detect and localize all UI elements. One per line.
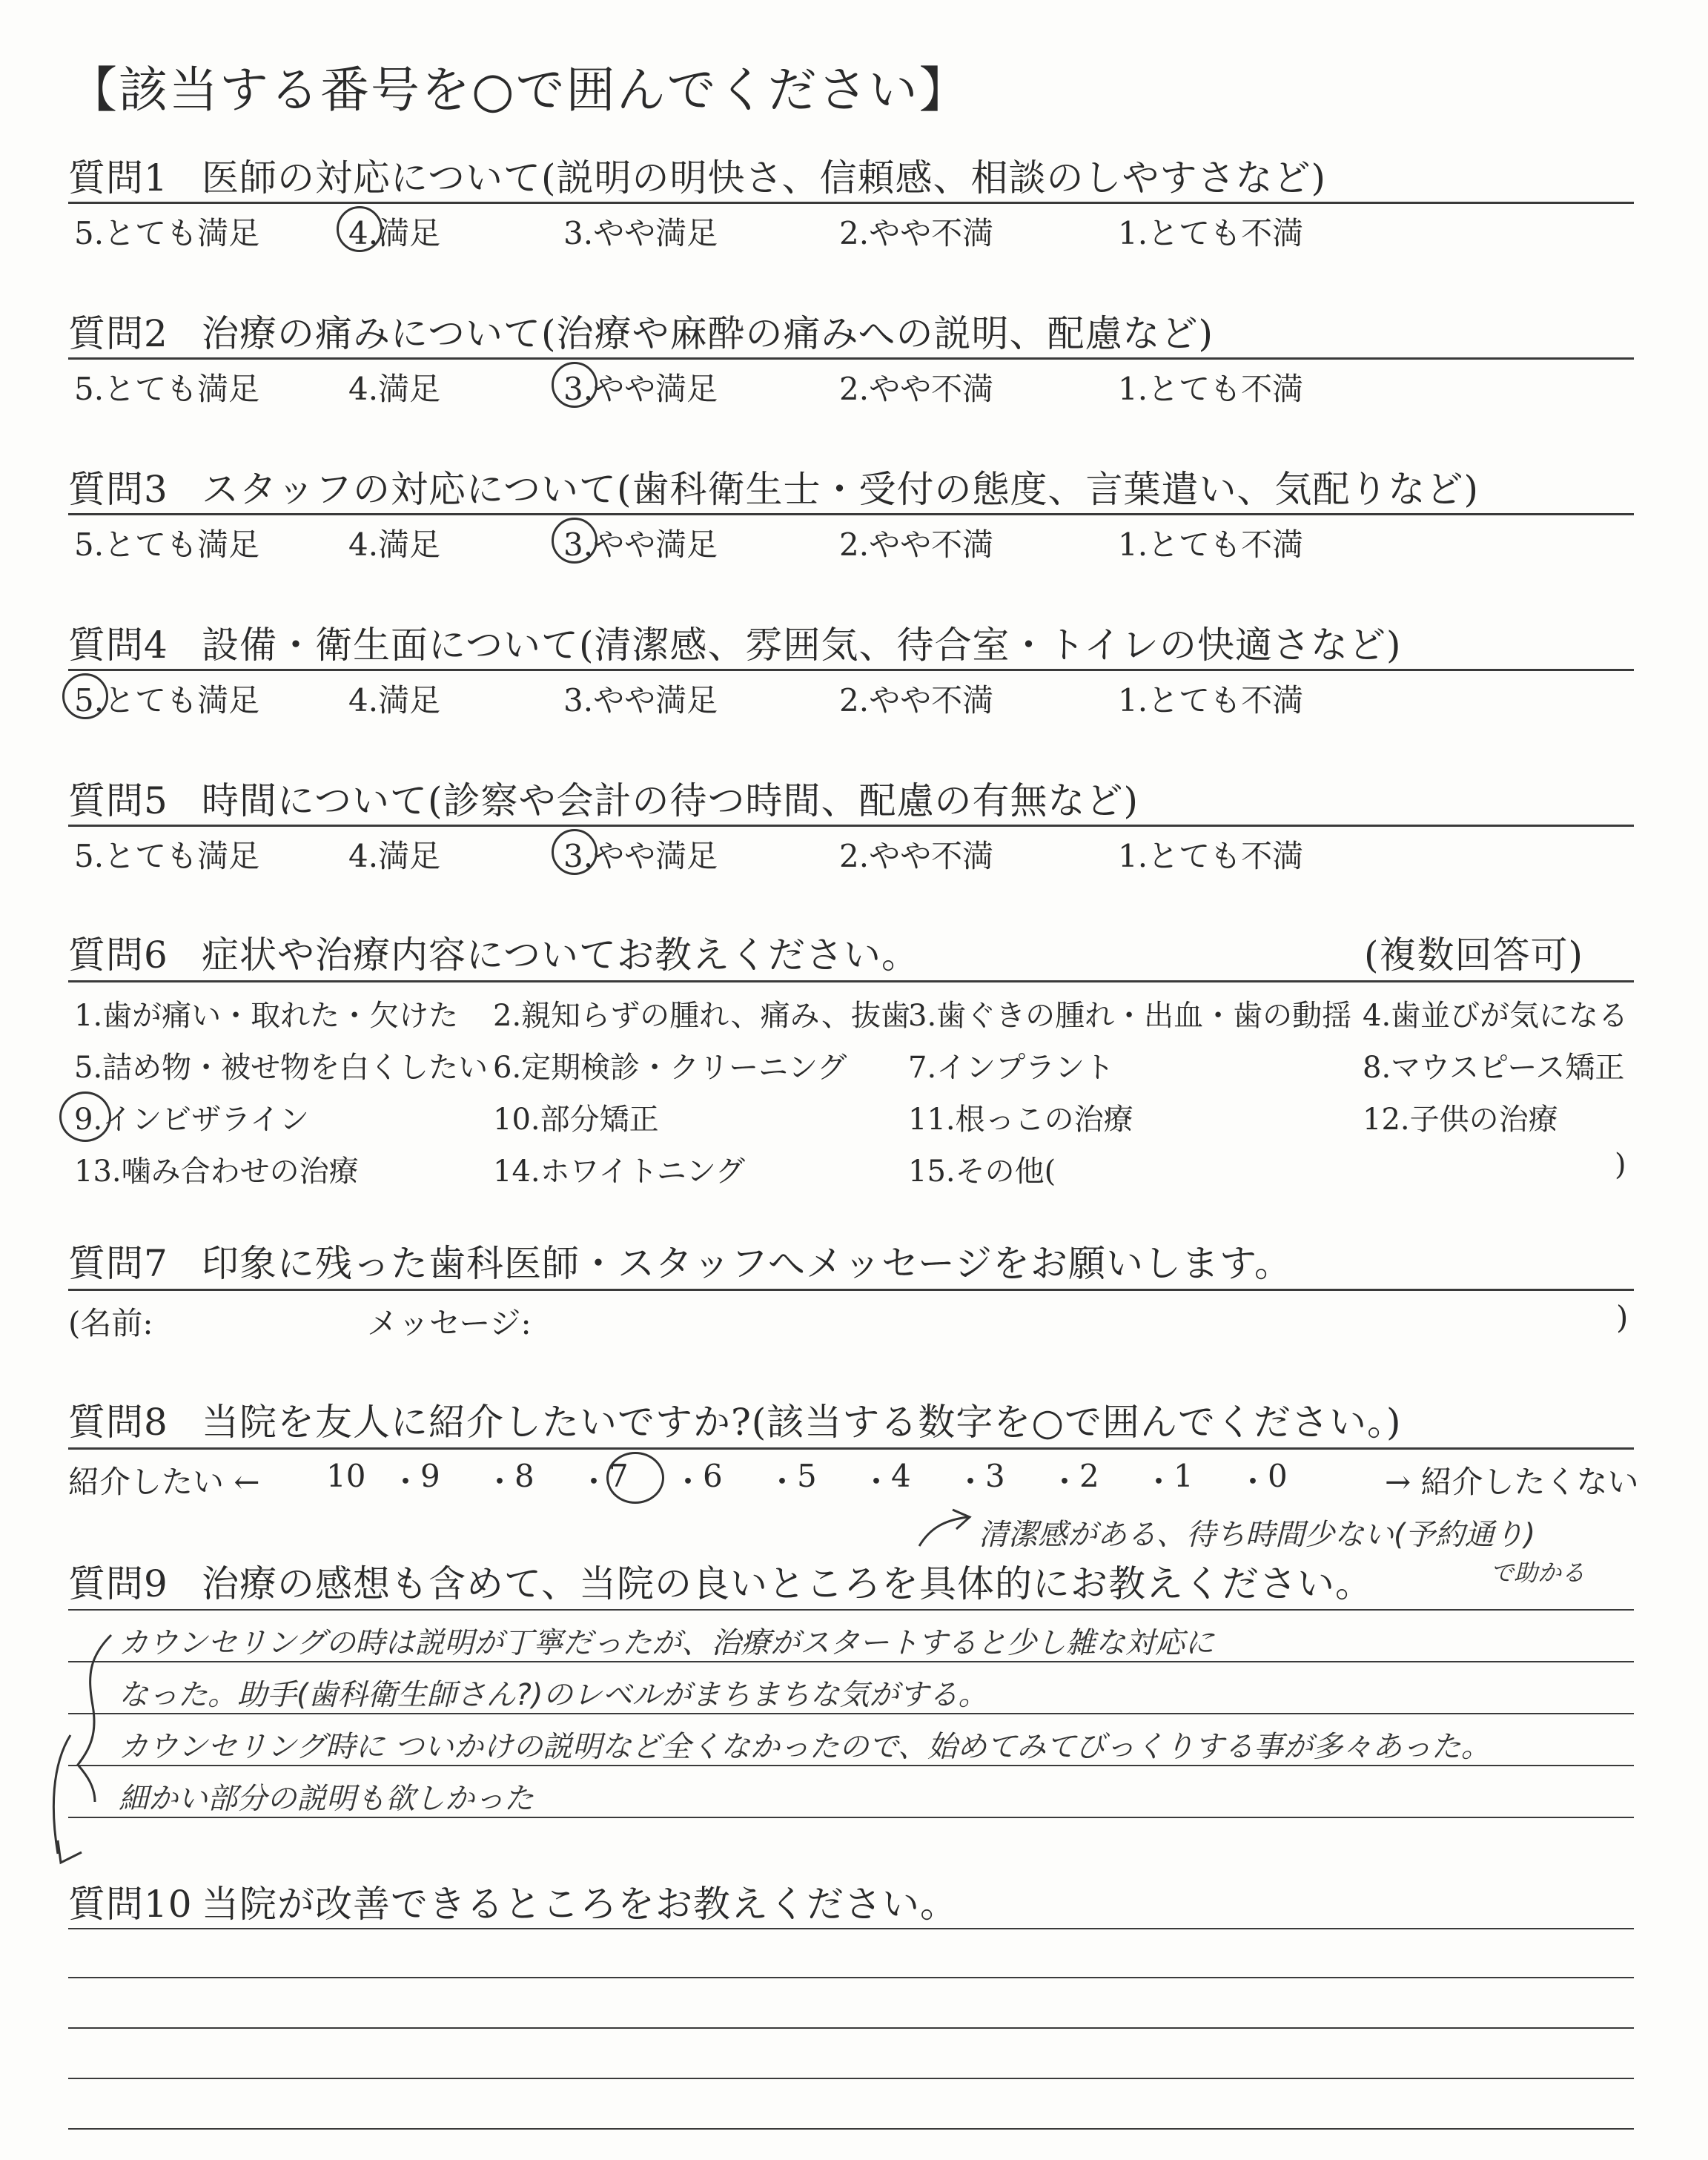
q1-option-3[interactable]: 3.やや満足 xyxy=(563,215,718,251)
q6-option-5[interactable]: 5.詰め物・被せ物を白くしたい xyxy=(74,1051,489,1085)
q6-option-16[interactable]: ) xyxy=(1615,1148,1626,1182)
annotation-arrow-line xyxy=(919,1517,967,1546)
q6-option-13[interactable]: 13.噛み合わせの治療 xyxy=(74,1155,359,1189)
page-title: 【該当する番号を○で囲んでください】 xyxy=(68,62,970,119)
q2-option-4[interactable]: 4.満足 xyxy=(348,371,441,407)
q4-label: 質問4 xyxy=(68,624,168,667)
q9-annotation-1: 清潔感がある、待ち時間少ない(予約通り) xyxy=(979,1518,1536,1552)
q8-right-label: → 紹介したくない xyxy=(1385,1464,1639,1500)
answer-bracket xyxy=(78,1635,111,1802)
q3-option-3[interactable]: 3.やや満足 xyxy=(563,526,718,563)
q8-left-label: 紹介したい ← xyxy=(68,1464,260,1500)
q6-option-6[interactable]: 6.定期検診・クリーニング xyxy=(493,1051,847,1085)
q5-option-5[interactable]: 5.とても満足 xyxy=(74,838,260,874)
q1-option-2[interactable]: 2.やや不満 xyxy=(839,215,994,251)
q8-scale-2[interactable]: 2 xyxy=(1079,1458,1099,1494)
q9-answer-line-2: なった。助手(歯科衛生師さん?)のレベルがまちまちな気がする。 xyxy=(119,1678,988,1712)
q6-option-12[interactable]: 12.子供の治療 xyxy=(1363,1103,1558,1137)
q5-option-1[interactable]: 1.とても不満 xyxy=(1118,838,1304,874)
q5-label: 質問5 xyxy=(68,779,168,822)
q8-scale-4[interactable]: 4 xyxy=(891,1458,911,1494)
q6-option-2[interactable]: 2.親知らずの腫れ、痛み、抜歯 xyxy=(493,999,910,1033)
q6-option-11[interactable]: 11.根っこの治療 xyxy=(908,1103,1133,1137)
q8-scale-0[interactable]: 0 xyxy=(1268,1458,1288,1494)
q8-scale-10[interactable]: 10 xyxy=(326,1458,366,1494)
q8-scale-5[interactable]: 5 xyxy=(797,1458,817,1494)
q8-scale-dot: ・ xyxy=(672,1464,704,1500)
q6-option-1[interactable]: 1.歯が痛い・取れた・欠けた xyxy=(74,999,459,1033)
q8-label: 質問8 xyxy=(68,1401,168,1444)
q4-option-2[interactable]: 2.やや不満 xyxy=(839,682,994,719)
q3-text: スタッフの対応について(歯科衛生士・受付の態度、言葉遣い、気配りなど) xyxy=(202,468,1480,511)
q9-text: 治療の感想も含めて、当院の良いところを具体的にお教えください。 xyxy=(202,1562,1373,1605)
q2-option-3[interactable]: 3.やや満足 xyxy=(563,371,718,407)
q8-scale-3[interactable]: 3 xyxy=(985,1458,1005,1494)
q8-scale-1[interactable]: 1 xyxy=(1174,1458,1194,1494)
q8-scale-9[interactable]: 9 xyxy=(420,1458,440,1494)
q3-option-2[interactable]: 2.やや不満 xyxy=(839,526,994,563)
q1-text: 医師の対応について(説明の明快さ、信頼感、相談のしやすさなど) xyxy=(202,156,1327,199)
q6-option-8[interactable]: 8.マウスピース矯正 xyxy=(1363,1051,1625,1085)
q7-message-label: メッセージ: xyxy=(367,1305,532,1341)
q5-option-2[interactable]: 2.やや不満 xyxy=(839,838,994,874)
q2-option-2[interactable]: 2.やや不満 xyxy=(839,371,994,407)
q8-scale-dot: ・ xyxy=(1143,1464,1175,1500)
q1-label: 質問1 xyxy=(68,156,168,199)
q3-label: 質問3 xyxy=(68,468,168,511)
q5-option-3[interactable]: 3.やや満足 xyxy=(563,838,718,874)
q9-answer-line-4: 細かい部分の説明も欲しかった xyxy=(119,1782,534,1816)
q8-scale-dot: ・ xyxy=(1049,1464,1081,1500)
q9-answer-line-3: カウンセリング時に ついかけの説明など全くなかったので、始めてみてびっくりする事が多々あった。 xyxy=(119,1730,1491,1764)
q3-option-5[interactable]: 5.とても満足 xyxy=(74,526,260,563)
q6-option-15[interactable]: 15.その他( xyxy=(908,1155,1056,1189)
q6-option-9[interactable]: 9.インビザライン xyxy=(74,1103,309,1137)
q8-scale-dot: ・ xyxy=(1237,1464,1269,1500)
q4-option-1[interactable]: 1.とても不満 xyxy=(1118,682,1304,719)
q2-text: 治療の痛みについて(治療や麻酔の痛みへの説明、配慮など) xyxy=(202,312,1214,355)
q6-option-4[interactable]: 4.歯並びが気になる xyxy=(1363,999,1629,1033)
q6-label: 質問6 xyxy=(68,934,168,977)
q8-scale-dot: ・ xyxy=(390,1464,422,1500)
q6-option-3[interactable]: 3.歯ぐきの腫れ・出血・歯の動揺 xyxy=(908,999,1352,1033)
q6-option-14[interactable]: 14.ホワイトニング xyxy=(493,1155,746,1189)
q8-scale-dot: ・ xyxy=(767,1464,798,1500)
q8-scale-7[interactable]: 7 xyxy=(609,1458,629,1494)
q2-label: 質問2 xyxy=(68,312,168,355)
q1-option-1[interactable]: 1.とても不満 xyxy=(1118,215,1304,251)
q4-option-5[interactable]: 5.とても満足 xyxy=(74,682,260,719)
q2-option-5[interactable]: 5.とても満足 xyxy=(74,371,260,407)
q9-answer-line-1: カウンセリングの時は説明が丁寧だったが、治療がスタートすると少し雑な対応に xyxy=(119,1626,1214,1660)
q1-option-5[interactable]: 5.とても満足 xyxy=(74,215,260,251)
q8-scale-8[interactable]: 8 xyxy=(514,1458,534,1494)
q6-text: 症状や治療内容についてお教えください。 xyxy=(202,934,919,977)
q9-annotation-2: で助かる xyxy=(1490,1559,1586,1587)
q8-scale-6[interactable]: 6 xyxy=(703,1458,723,1494)
q10-label: 質問10 xyxy=(68,1883,193,1926)
q7-label: 質問7 xyxy=(68,1242,168,1285)
q8-scale-dot: ・ xyxy=(484,1464,516,1500)
q5-text: 時間について(診察や会計の待つ時間、配慮の有無など) xyxy=(202,779,1139,822)
q7-close-paren: ) xyxy=(1616,1299,1629,1335)
q10-text: 当院が改善できるところをお教えください。 xyxy=(202,1883,958,1926)
q8-text: 当院を友人に紹介したいですか?(該当する数字を○で囲んでください。) xyxy=(202,1401,1402,1444)
q6-option-10[interactable]: 10.部分矯正 xyxy=(493,1103,659,1137)
q6-option-7[interactable]: 7.インプラント xyxy=(908,1051,1115,1085)
arrow-down-head xyxy=(58,1840,82,1863)
q3-option-1[interactable]: 1.とても不満 xyxy=(1118,526,1304,563)
q4-option-4[interactable]: 4.満足 xyxy=(348,682,441,719)
q8-scale-dot: ・ xyxy=(578,1464,610,1500)
q7-name-label: (名前: xyxy=(68,1305,153,1341)
q8-scale-dot: ・ xyxy=(955,1464,987,1500)
q8-scale-dot: ・ xyxy=(861,1464,893,1500)
q7-text: 印象に残った歯科医師・スタッフへメッセージをお願いします。 xyxy=(202,1242,1292,1285)
q1-option-4[interactable]: 4.満足 xyxy=(348,215,441,251)
q5-option-4[interactable]: 4.満足 xyxy=(348,838,441,874)
arrow-down-line xyxy=(53,1735,70,1854)
q9-label: 質問9 xyxy=(68,1562,168,1605)
q2-option-1[interactable]: 1.とても不満 xyxy=(1118,371,1304,407)
q4-option-3[interactable]: 3.やや満足 xyxy=(563,682,718,719)
q6-note: (複数回答可) xyxy=(1364,934,1584,977)
q4-text: 設備・衛生面について(清潔感、雰囲気、待合室・トイレの快適さなど) xyxy=(202,624,1402,667)
q3-option-4[interactable]: 4.満足 xyxy=(348,526,441,563)
